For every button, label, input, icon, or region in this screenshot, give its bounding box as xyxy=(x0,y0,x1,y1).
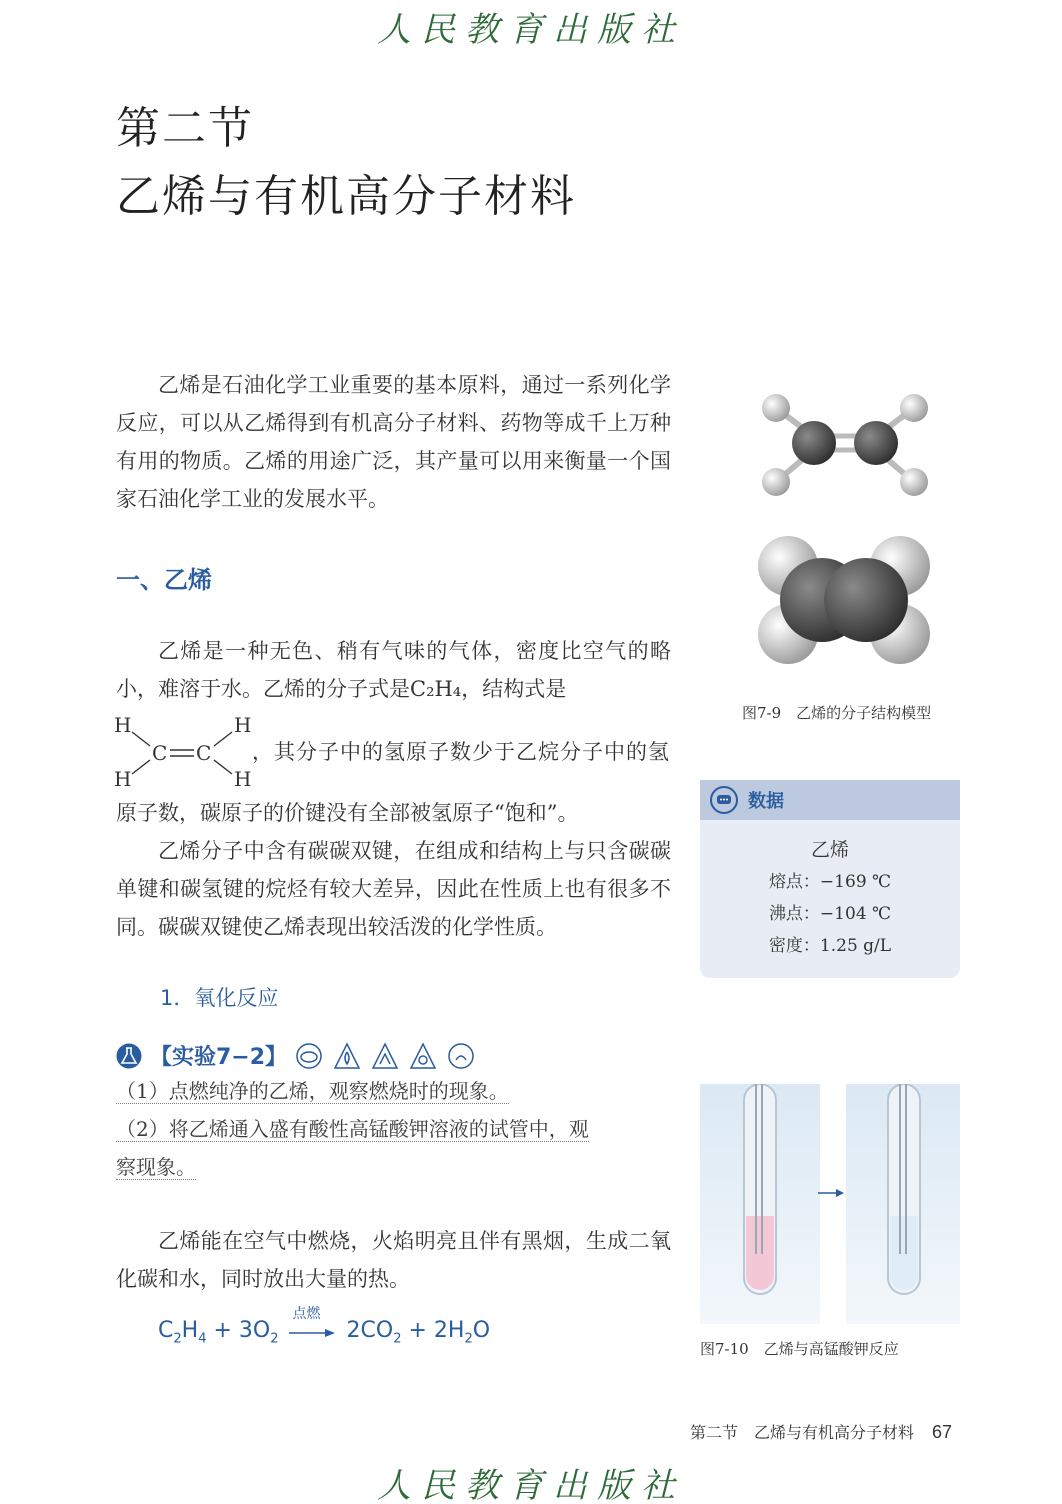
data-box-header xyxy=(700,780,960,820)
reaction-condition: 点燃 xyxy=(292,1306,321,1322)
publisher-logo-top: 人民教育出版社 xyxy=(377,10,685,50)
experiment-step-1: （1）点燃纯净的乙烯，观察燃烧时的现象。 xyxy=(116,1079,509,1103)
section-number: 第二节 xyxy=(116,103,254,154)
footer-chapter: 第二节 乙烯与有机高分子材料 xyxy=(690,1423,915,1442)
experiment-step-2: （2）将乙烯通入盛有酸性高锰酸钾溶液的试管中，观 xyxy=(116,1117,589,1141)
page-footer xyxy=(690,1420,952,1443)
ventilation-icon xyxy=(411,1044,435,1068)
heating-icon xyxy=(373,1044,397,1068)
atom-c: C xyxy=(152,741,168,765)
section-title: 乙烯与有机高分子材料 xyxy=(116,171,576,222)
test-tube-before-photo xyxy=(700,1084,820,1324)
ethylene-paragraph-1: 乙烯是一种无色、稍有气味的气体，密度比空气的略小，难溶于水。乙烯的分子式是C₂H₄，结构式是 xyxy=(116,639,671,701)
figure-7-10-caption: 图7-10 乙烯与高锰酸钾反应 xyxy=(700,1340,899,1358)
structure-continuation: ，其分子中的氢原子数少于乙烷分子中的氢 xyxy=(252,740,670,764)
atom-h: H xyxy=(114,713,132,737)
combustion-equation: $C_2H_4 + 3O_2$ 点燃 $2CO_2 + 2H_2O$ xyxy=(158,1318,490,1346)
reaction-arrow xyxy=(289,1306,337,1341)
safety-icons xyxy=(295,1042,475,1070)
figure-7-9-caption: 图7-9 乙烯的分子结构模型 xyxy=(742,704,932,722)
experiment-header xyxy=(116,1040,475,1071)
page-number: 67 xyxy=(932,1422,953,1442)
space-filling-model xyxy=(754,536,934,664)
ethylene-paragraph-1-end: 原子数，碳原子的价键没有全部被氢原子“饱和”。 xyxy=(116,801,579,825)
boiling-point: 沸点：−104 ℃ xyxy=(768,904,892,924)
atom-h: H xyxy=(114,767,132,791)
chat-bubble-icon xyxy=(710,786,738,814)
fire-icon xyxy=(335,1044,359,1068)
section-heading: 一、乙烯 xyxy=(116,566,212,594)
wash-hands-icon xyxy=(449,1044,473,1068)
experiment-title: 【实验7−2】 xyxy=(150,1045,288,1070)
publisher-logo-bottom: 人民教育出版社 xyxy=(377,1466,685,1504)
melting-point: 熔点：−169 ℃ xyxy=(768,872,892,892)
density: 密度：1.25 g/L xyxy=(768,936,892,956)
test-tube-after-photo xyxy=(846,1084,960,1324)
ball-and-stick-model xyxy=(756,388,936,500)
oxidation-heading: 1．氧化反应 xyxy=(160,986,279,1010)
data-box xyxy=(700,780,960,978)
goggles-icon xyxy=(297,1044,321,1068)
data-box-title: 数据 xyxy=(748,791,784,812)
structural-formula xyxy=(112,710,272,794)
ethylene-paragraph-2: 乙烯分子中含有碳碳双键，在组成和结构上与只含碳碳单键和碳氢键的烷烃有较大差异，因此在性质上也有很多不同。碳碳双键使乙烯表现出较活泼的化学性质。 xyxy=(116,839,671,939)
experiment-step-2-cont: 察现象。 xyxy=(116,1155,196,1179)
atom-c: C xyxy=(196,741,212,765)
combustion-paragraph: 乙烯能在空气中燃烧，火焰明亮且伴有黑烟，生成二氧化碳和水，同时放出大量的热。 xyxy=(116,1229,671,1291)
atom-h: H xyxy=(234,713,252,737)
data-compound-name: 乙烯 xyxy=(810,839,849,861)
intro-paragraph: 乙烯是石油化学工业重要的基本原料，通过一系列化学反应，可以从乙烯得到有机高分子材料、药物等成千上万种有用的物质。乙烯的用途广泛，其产量可以用来衡量一个国家石油化学工业的发展水平。 xyxy=(116,373,671,511)
arrow-right-icon xyxy=(816,1186,846,1200)
atom-h: H xyxy=(234,767,252,791)
flask-icon xyxy=(116,1043,142,1069)
